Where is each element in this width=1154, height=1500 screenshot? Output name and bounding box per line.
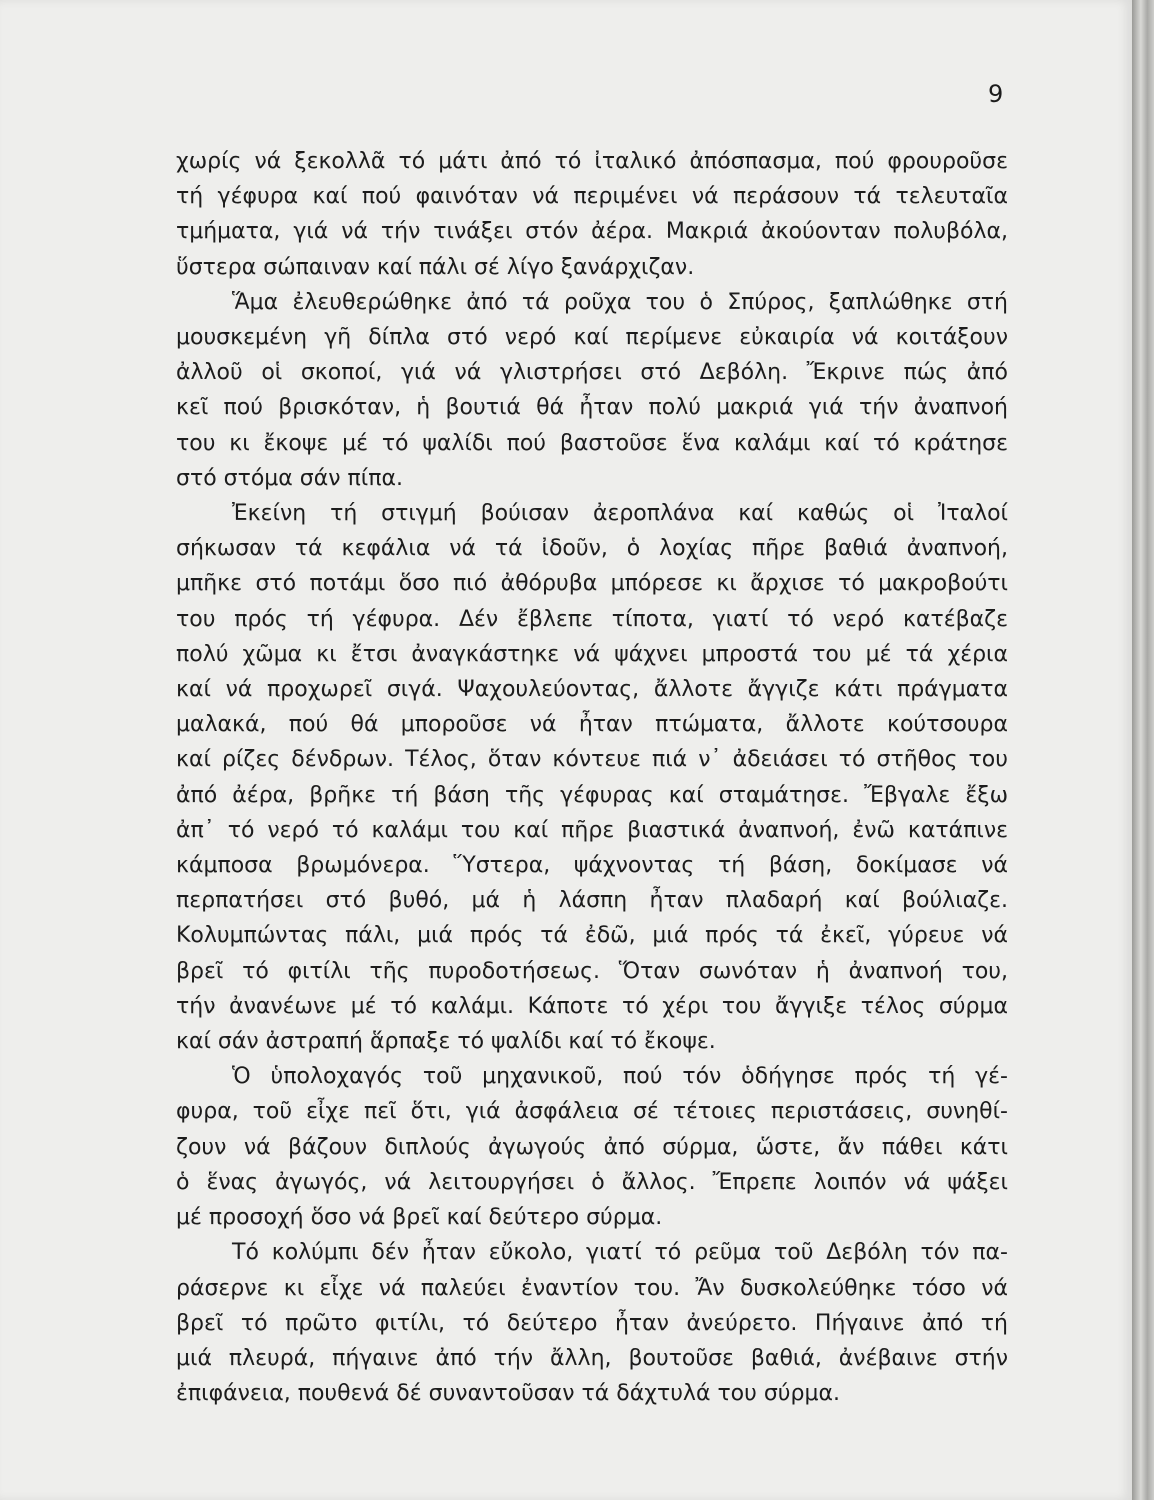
- paragraph: [176, 144, 1008, 285]
- text-line: ὁ ἕνας ἀγωγός, νά λειτουργήσει ὁ ἄλλος. Ἔπρεπε λοιπόν νά ψάξει: [176, 1169, 1008, 1195]
- text-line: στό στόμα σάν πίπα.: [176, 465, 403, 491]
- text-line: μιά πλευρά, πήγαινε ἀπό τήν ἄλλη, βουτοῦσε βαθιά, ἀνέβαινε στήν: [176, 1345, 1008, 1371]
- text-line: χωρίς νά ξεκολλᾶ τό μάτι ἀπό τό ἰταλικό ἀπόσπασμα, πού φρουροῦσε: [176, 149, 1008, 174]
- text-line: τμήματα, γιά νά τήν τινάξει στόν ἀέρα. Μακριά ἀκούονταν πολυβόλα,: [176, 219, 1008, 245]
- text-line: κάμποσα βρωμόνερα. Ὕστερα, ψάχνοντας τή βάση, δοκίμασε νά: [176, 853, 1008, 879]
- text-line: βρεῖ τό φιτίλι τῆς πυροδοτήσεως. Ὅταν σωνόταν ἡ ἀναπνοή του,: [176, 958, 1008, 984]
- text-line: μαλακά, πού θά μποροῦσε νά ἦταν πτώματα, ἄλλοτε κούτσουρα: [176, 712, 1008, 738]
- paragraph: [176, 285, 1008, 496]
- text-line: Ὁ ὑπολοχαγός τοῦ μηχανικοῦ, πού τόν ὁδήγησε πρός τή γέ-: [232, 1064, 1008, 1090]
- text-line: Τό κολύμπι δέν ἦταν εὔκολο, γιατί τό ρεῦμα τοῦ Δεβόλη τόν πα-: [232, 1240, 1008, 1266]
- text-line: Ἅμα ἐλευθερώθηκε ἀπό τά ροῦχα του ὁ Σπύρος, ξαπλώθηκε στή: [232, 289, 1008, 315]
- paragraph: [176, 1235, 1008, 1411]
- text-line: καί σάν ἀστραπή ἅρπαξε τό ψαλίδι καί τό ἔκοψε.: [176, 1029, 716, 1055]
- page-edge: [1132, 0, 1154, 1500]
- text-line: μπῆκε στό ποτάμι ὅσο πιό ἀθόρυβα μπόρεσε κι ἄρχισε τό μακροβούτι: [176, 571, 1008, 597]
- paragraph: [176, 496, 1008, 1059]
- text-line: Κολυμπώντας πάλι, μιά πρός τά ἐδῶ, μιά πρός τά ἐκεῖ, γύρευε νά: [176, 923, 1008, 949]
- text-line: μουσκεμένη γῆ δίπλα στό νερό καί περίμενε εὐκαιρία νά κοιτάξουν: [176, 325, 1008, 351]
- text-line: του πρός τή γέφυρα. Δέν ἔβλεπε τίποτα, γιατί τό νερό κατέβαζε: [176, 606, 1008, 632]
- body-text: [176, 144, 1008, 1411]
- paragraph: [176, 1059, 1008, 1235]
- text-line: τήν ἀνανέωνε μέ τό καλάμι. Κάποτε τό χέρι του ἄγγιξε τέλος σύρμα: [176, 993, 1008, 1019]
- text-line: καί ρίζες δένδρων. Τέλος, ὅταν κόντευε πιά ν᾽ ἀδειάσει τό στῆθος του: [176, 747, 1008, 773]
- text-line: περπατήσει στό βυθό, μά ἡ λάσπη ἦταν πλαδαρή καί βούλιαζε.: [176, 888, 1008, 914]
- text-line: καί νά προχωρεῖ σιγά. Ψαχουλεύοντας, ἄλλοτε ἄγγιζε κάτι πράγματα: [176, 677, 1008, 703]
- page-number: 9: [988, 80, 1004, 108]
- text-line: κεῖ πού βρισκόταν, ἡ βουτιά θά ἦταν πολύ μακριά γιά τήν ἀναπνοή: [176, 395, 1008, 421]
- text-line: ράσερνε κι εἶχε νά παλεύει ἐναντίον του. Ἄν δυσκολεύθηκε τόσο νά: [176, 1275, 1008, 1301]
- text-line: βρεῖ τό πρῶτο φιτίλι, τό δεύτερο ἦταν ἀνεύρετο. Πήγαινε ἀπό τή: [176, 1310, 1008, 1336]
- text-line: ζουν νά βάζουν διπλούς ἀγωγούς ἀπό σύρμα, ὥστε, ἄν πάθει κάτι: [176, 1134, 1008, 1160]
- text-line: σήκωσαν τά κεφάλια νά τά ἰδοῦν, ὁ λοχίας πῆρε βαθιά ἀναπνοή,: [176, 536, 1008, 562]
- text-line: ἐπιφάνεια, πουθενά δέ συναντοῦσαν τά δάχτυλά του σύρμα.: [176, 1381, 840, 1407]
- text-line: Ἐκείνη τή στιγμή βούισαν ἀεροπλάνα καί καθώς οἱ Ἰταλοί: [232, 501, 1008, 527]
- text-line: τή γέφυρα καί πού φαινόταν νά περιμένει νά περάσουν τά τελευταῖα: [176, 184, 1008, 210]
- text-line: του κι ἔκοψε μέ τό ψαλίδι πού βαστοῦσε ἕνα καλάμι καί τό κράτησε: [176, 430, 1008, 456]
- text-line: πολύ χῶμα κι ἔτσι ἀναγκάστηκε νά ψάχνει μπροστά του μέ τά χέρια: [176, 641, 1008, 667]
- text-line: μέ προσοχή ὅσο νά βρεῖ καί δεύτερο σύρμα.: [176, 1205, 663, 1231]
- text-line: ἀπό ἀέρα, βρῆκε τή βάση τῆς γέφυρας καί σταμάτησε. Ἔβγαλε ἔξω: [176, 782, 1008, 808]
- text-line: φυρα, τοῦ εἶχε πεῖ ὅτι, γιά ἀσφάλεια σέ τέτοιες περιστάσεις, συνηθί-: [176, 1099, 1008, 1125]
- text-line: ἀπ᾽ τό νερό τό καλάμι του καί πῆρε βιαστικά ἀναπνοή, ἐνῶ κατάπινε: [176, 817, 1008, 843]
- text-line: ἀλλοῦ οἱ σκοποί, γιά νά γλιστρήσει στό Δεβόλη. Ἔκρινε πώς ἀπό: [176, 360, 1008, 386]
- text-line: ὕστερα σώπαιναν καί πάλι σέ λίγο ξανάρχιζαν.: [176, 254, 695, 280]
